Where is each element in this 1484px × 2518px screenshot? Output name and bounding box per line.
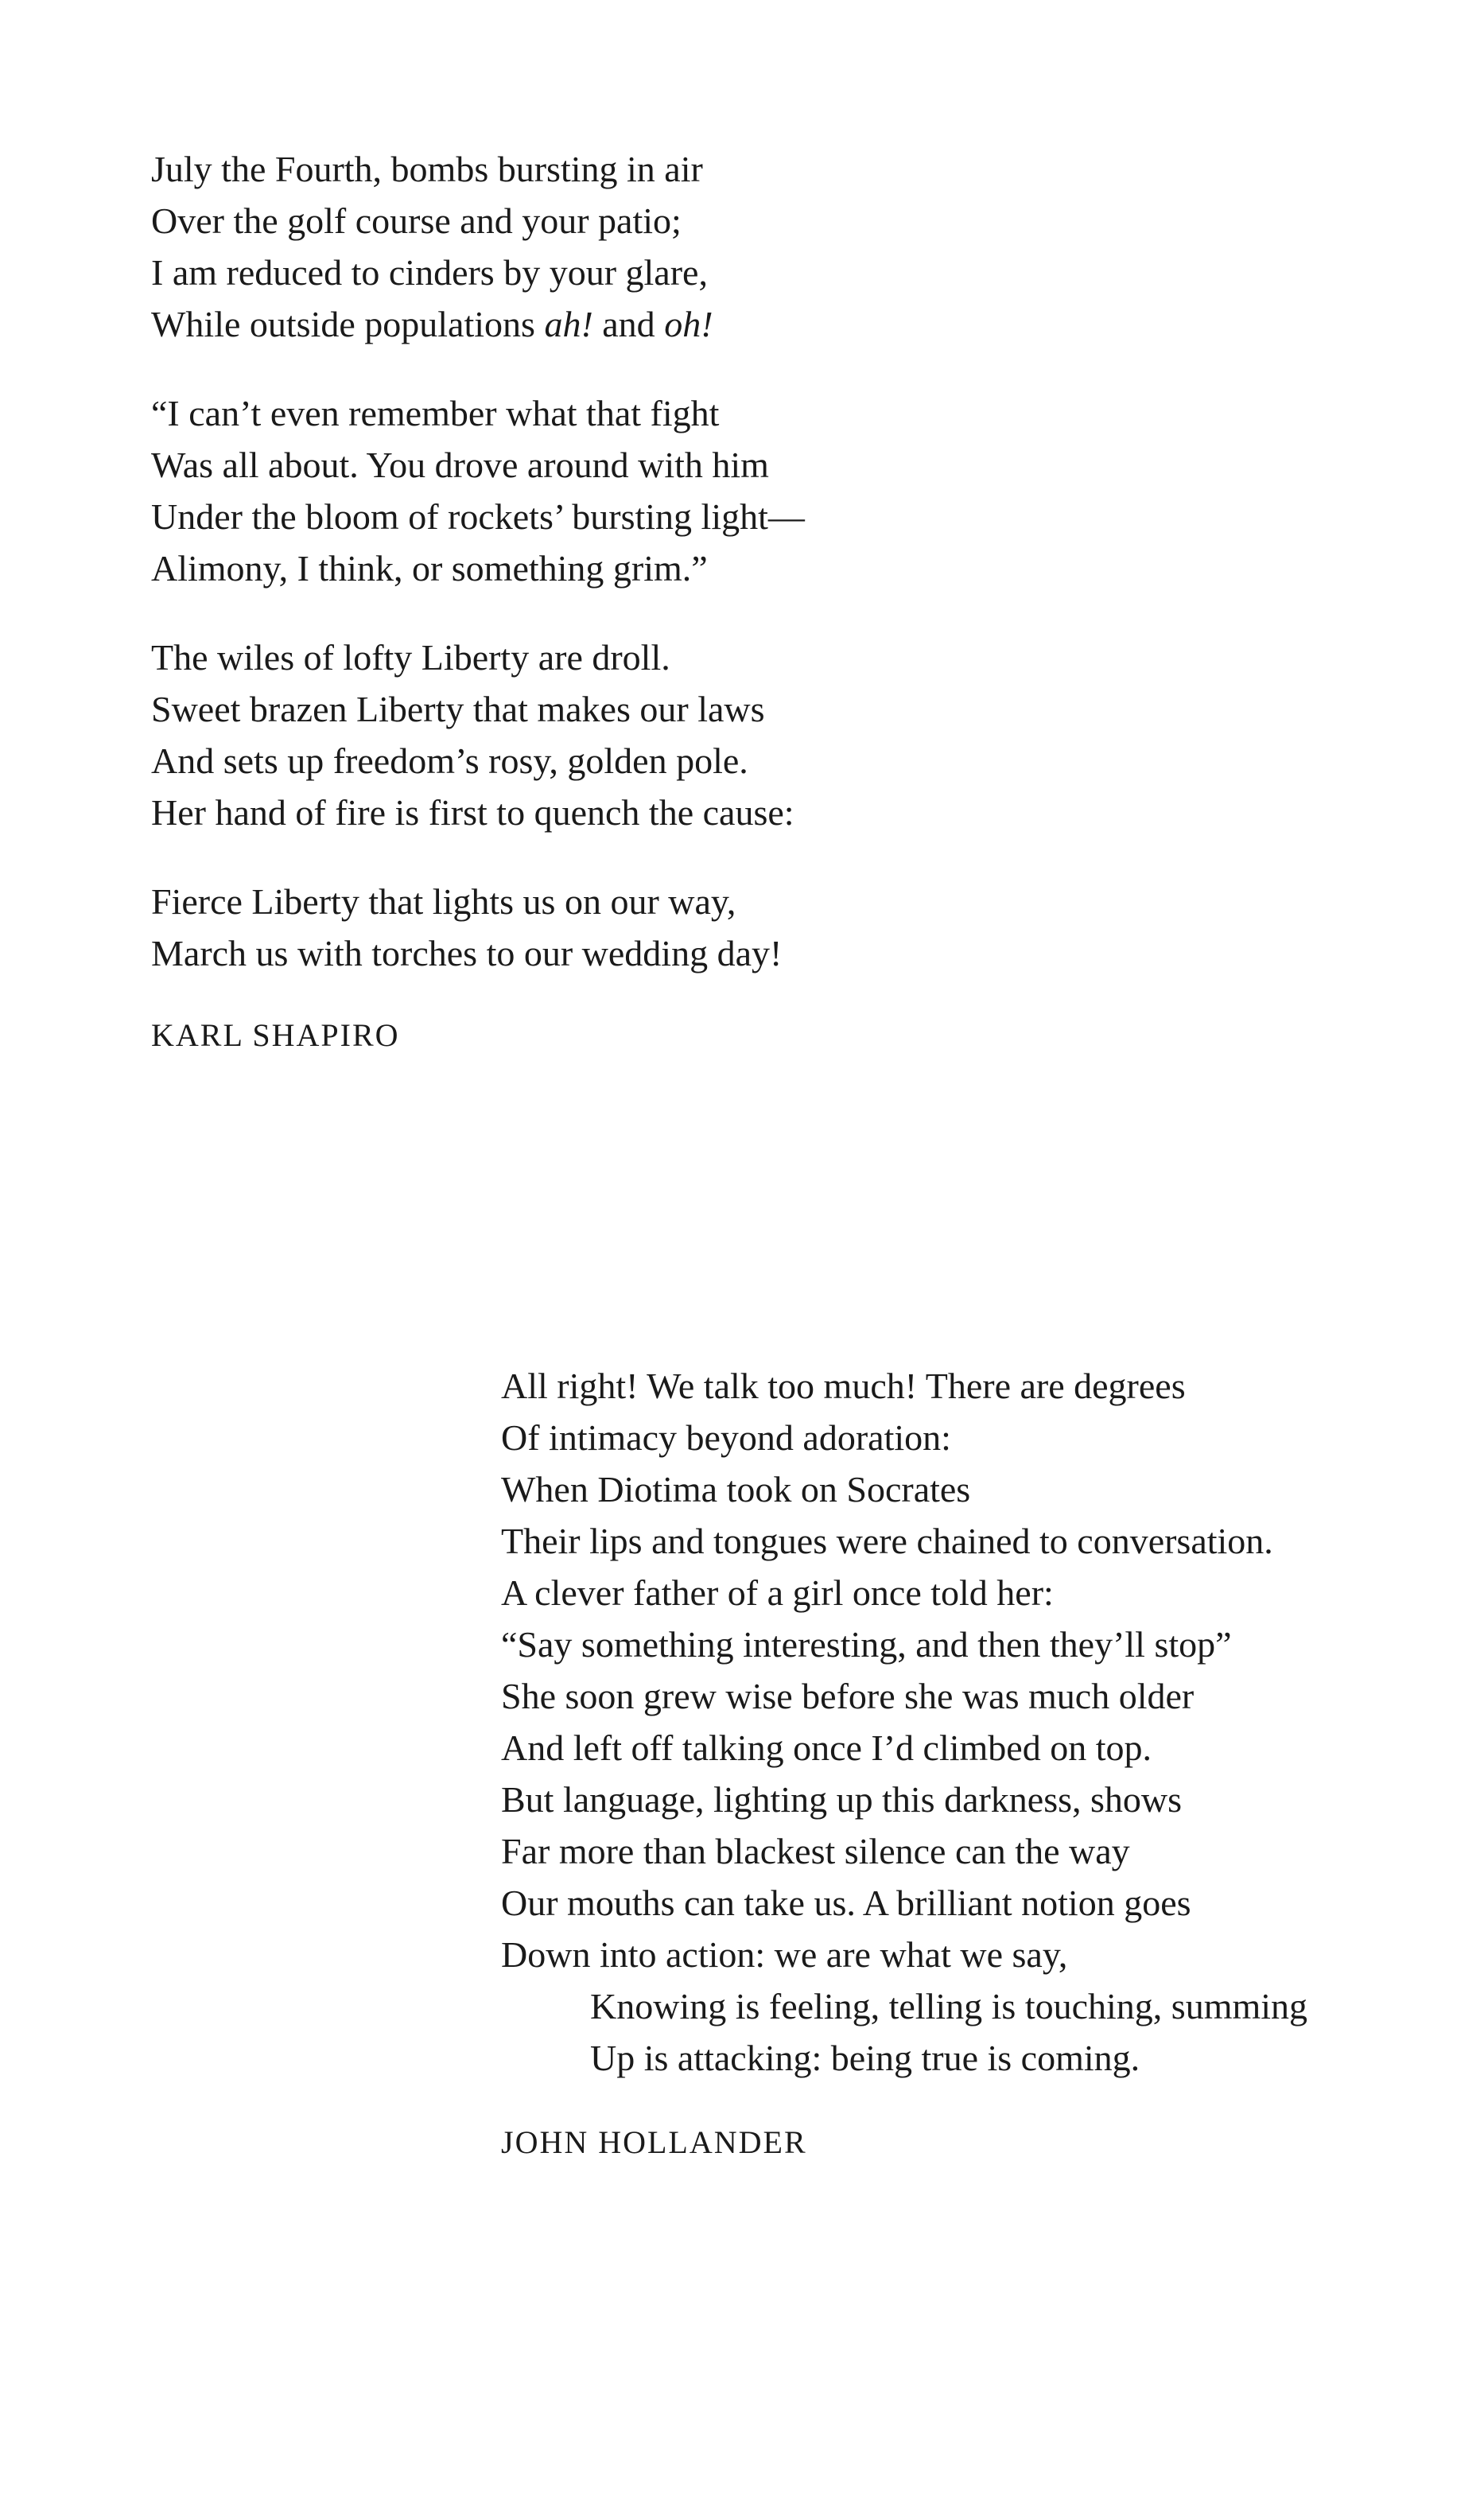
poem-line: Down into action: we are what we say, (501, 1934, 1068, 1975)
poem-line: Sweet brazen Liberty that makes our laws (151, 689, 765, 729)
poem-line: “I can’t even remember what that fight (151, 393, 720, 433)
poem-shapiro (151, 143, 805, 1054)
poem-line-indented: Up is attacking: being true is coming. (590, 2038, 1140, 2078)
italic-exclamation: ah! (544, 304, 593, 344)
poem-line: July the Fourth, bombs bursting in air (151, 149, 703, 189)
poem-author: KARL SHAPIRO (151, 1017, 400, 1053)
poem-line: Fierce Liberty that lights us on our way, (151, 881, 736, 922)
stanza-1 (151, 143, 805, 350)
poem-line: When Diotima took on Socrates (501, 1469, 971, 1510)
poem-line: Our mouths can take us. A brilliant notion goes (501, 1883, 1191, 1923)
poem-line: Her hand of fire is first to quench the cause: (151, 792, 794, 833)
poem-line: Their lips and tongues were chained to conversation. (501, 1521, 1273, 1561)
poem-line: Far more than blackest silence can the way (501, 1831, 1130, 1871)
poem-line: A clever father of a girl once told her: (501, 1572, 1054, 1613)
stanza-2 (151, 387, 805, 594)
poem-line: I am reduced to cinders by your glare, (151, 252, 708, 293)
poem-line: And sets up freedom’s rosy, golden pole. (151, 740, 748, 781)
stanza-4 (151, 876, 805, 979)
poem-line: The wiles of lofty Liberty are droll. (151, 637, 670, 678)
poem-line: All right! We talk too much! There are degrees (501, 1366, 1186, 1406)
line-text: While outside populations (151, 304, 545, 344)
stanza-3 (151, 631, 805, 838)
poem-line (151, 298, 805, 350)
poem-line: Was all about. You drove around with him (151, 445, 769, 485)
line-text: and (592, 304, 665, 344)
italic-exclamation: oh! (664, 304, 713, 344)
poem-line: March us with torches to our wedding day! (151, 933, 783, 973)
poem-line: She soon grew wise before she was much older (501, 1676, 1195, 1716)
poem-line: And left off talking once I’d climbed on top. (501, 1727, 1152, 1768)
poem-line-indented: Knowing is feeling, telling is touching, summing (590, 1986, 1308, 2026)
poem-author: JOHN HOLLANDER (501, 2124, 807, 2160)
poem-line: But language, lighting up this darkness, shows (501, 1779, 1183, 1820)
poem-line: Alimony, I think, or something grim.” (151, 548, 708, 589)
poem-hollander (501, 1360, 1307, 2161)
poem-line: Of intimacy beyond adoration: (501, 1417, 951, 1458)
poem-line: Under the bloom of rockets’ bursting light— (151, 496, 805, 537)
poem-line: Over the golf course and your patio; (151, 200, 682, 241)
poem-line: “Say something interesting, and then they’ll stop” (501, 1624, 1232, 1665)
